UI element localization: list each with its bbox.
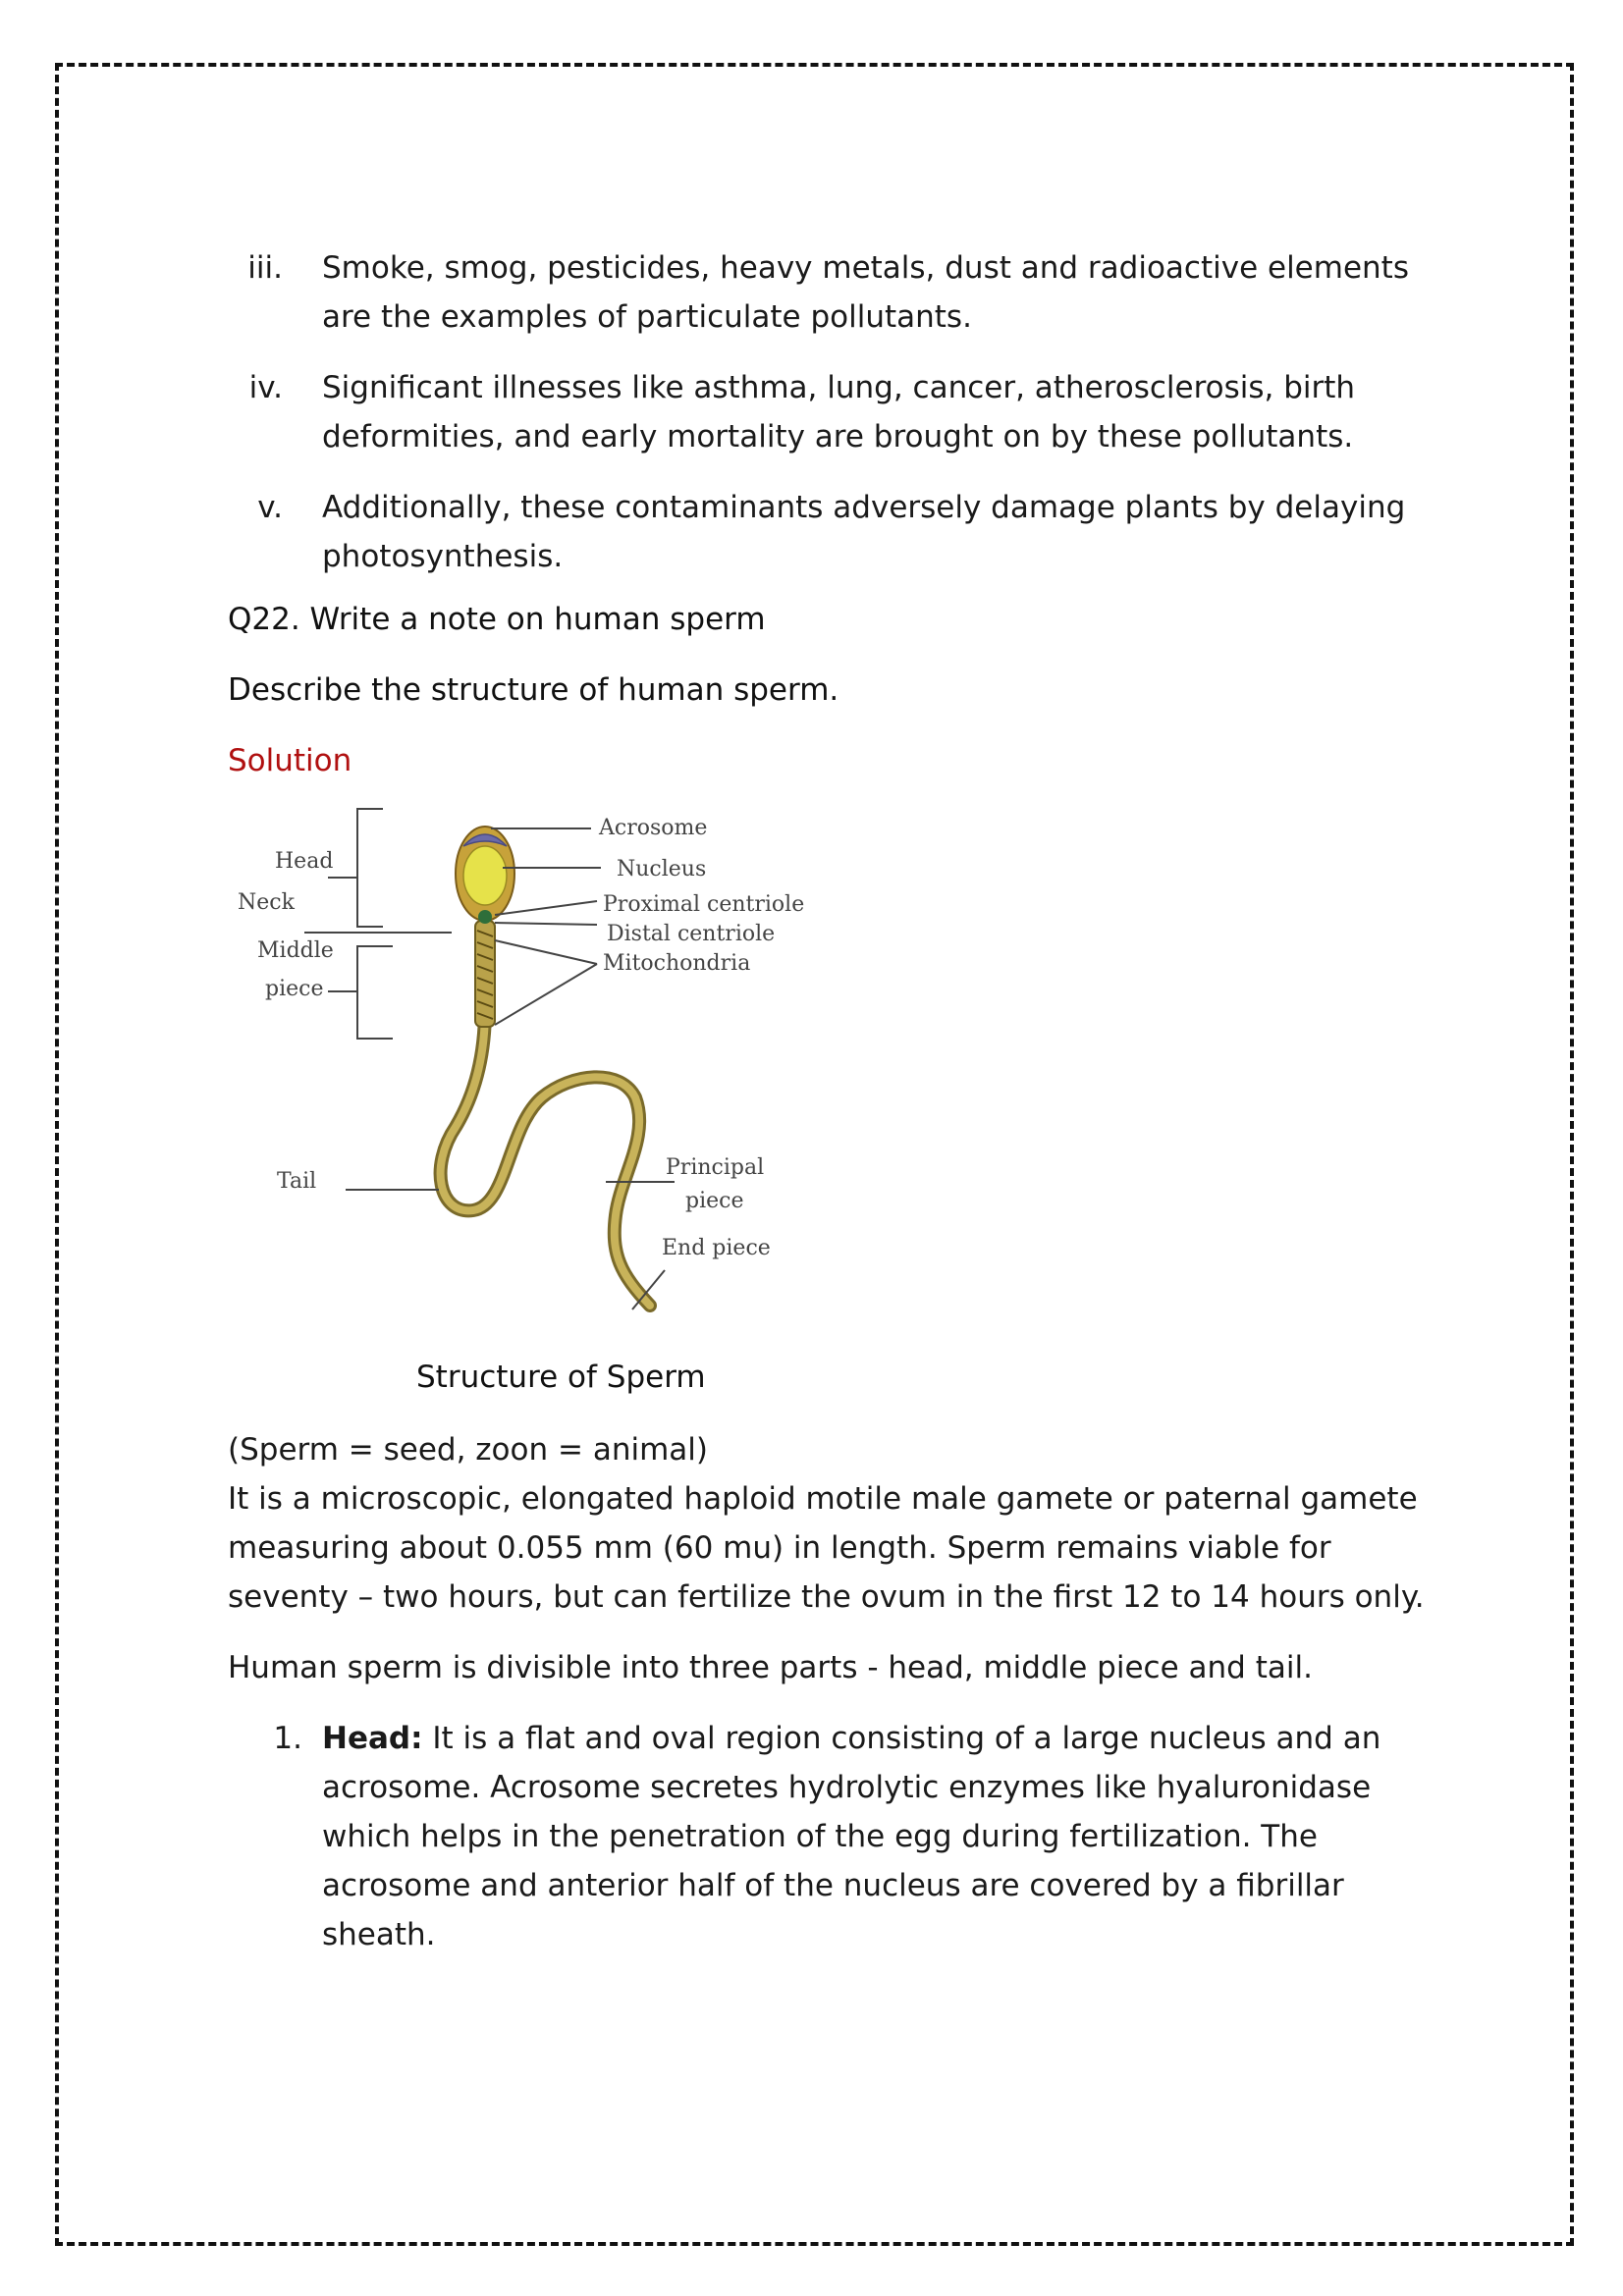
label-tail: Tail <box>277 1169 317 1194</box>
label-principal: Principal <box>666 1155 765 1180</box>
label-end-piece: End piece <box>662 1236 771 1260</box>
part-term: Head: <box>322 1721 423 1756</box>
label-middle: Middle <box>257 938 334 963</box>
figure-caption: Structure of Sperm <box>416 1360 706 1395</box>
label-principal-piece: piece <box>685 1189 744 1213</box>
parts-intro: Human sperm is divisible into three parts - head, middle piece and tail. <box>228 1650 1313 1685</box>
list-number: iv. <box>248 370 283 405</box>
sperm-diagram <box>228 803 856 1353</box>
list-number: iii. <box>247 250 283 286</box>
label-nucleus: Nucleus <box>617 857 707 881</box>
sperm-nucleus <box>463 846 507 905</box>
list-number: 1. <box>273 1721 302 1756</box>
list-number: v. <box>257 490 283 525</box>
label-distal-centriole: Distal centriole <box>607 922 776 946</box>
list-item <box>228 483 1426 581</box>
list-item <box>228 243 1426 342</box>
list-text: Smoke, smog, pesticides, heavy metals, dust and radioactive elements are the examples of particulate pollutants. <box>322 250 1409 335</box>
question-subtitle: Describe the structure of human sperm. <box>228 672 839 708</box>
part-text: It is a flat and oval region consisting of a large nucleus and an acrosome. Acrosome secretes hydrolytic enzymes like hyaluronidase which helps in the penetration of the egg during fertilization. The acrosome and anterior half of the nucleus are covered by a fibrillar sheath. <box>322 1721 1381 1952</box>
sperm-centriole <box>478 910 492 924</box>
sperm-figure <box>228 803 856 1353</box>
label-head: Head <box>275 849 334 874</box>
description: It is a microscopic, elongated haploid motile male gamete or paternal gamete measuring about 0.055 mm (60 mu) in length. Sperm remains viable for seventy – two hours, but can fertilize the ovum in the first 12 to 14 hours only. <box>228 1481 1425 1615</box>
solution-label: Solution <box>228 743 352 778</box>
label-proximal-centriole: Proximal centriole <box>603 892 805 917</box>
list-text: Significant illnesses like asthma, lung, cancer, atherosclerosis, birth deformities, and early mortality are brought on by these pollutants. <box>322 370 1356 454</box>
label-middle-piece: piece <box>265 977 324 1001</box>
etymology: (Sperm = seed, zoon = animal) <box>228 1432 708 1468</box>
label-acrosome: Acrosome <box>599 816 708 840</box>
page-content <box>228 243 1426 1959</box>
label-neck: Neck <box>238 890 295 915</box>
list-item <box>228 1714 1426 1959</box>
label-mitochondria: Mitochondria <box>603 951 751 976</box>
list-text: Additionally, these contaminants adversely damage plants by delaying photosynthesis. <box>322 490 1406 574</box>
question-title: Q22. Write a note on human sperm <box>228 602 766 637</box>
list-item <box>228 363 1426 461</box>
